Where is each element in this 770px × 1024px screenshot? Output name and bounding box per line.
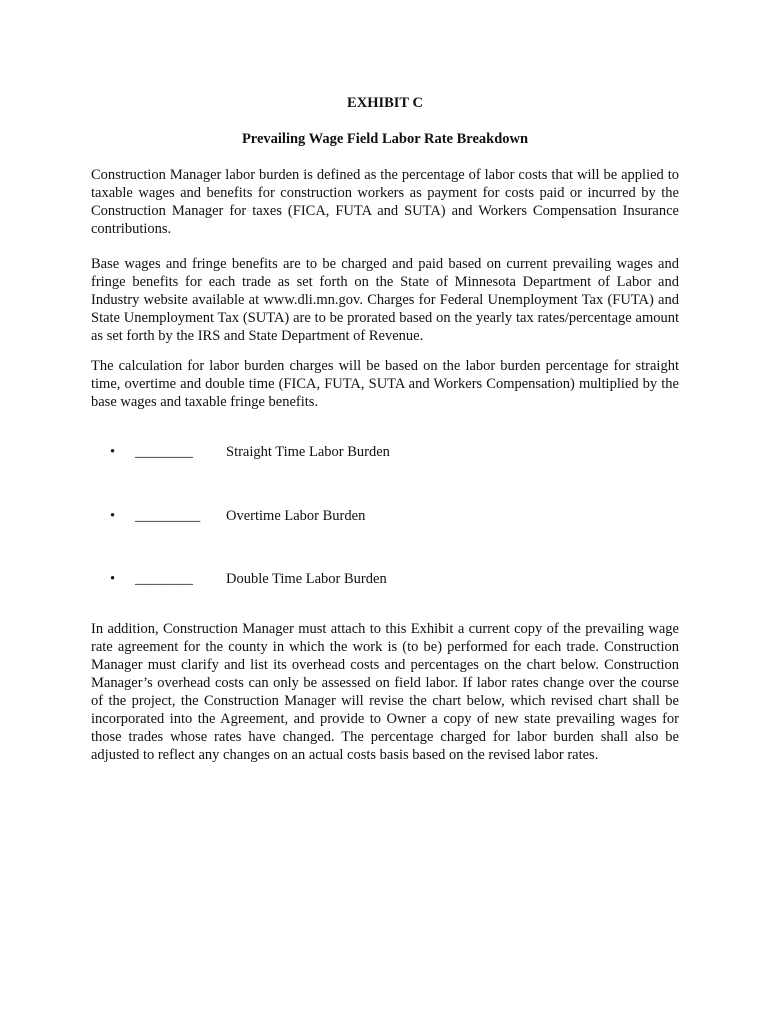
- fill-in-blank: ________: [135, 444, 193, 460]
- fill-in-blank: ________: [135, 571, 193, 587]
- fill-in-blank: _________: [135, 508, 201, 524]
- bullet-icon: •: [110, 571, 116, 587]
- bullet-label: Double Time Labor Burden: [226, 571, 387, 587]
- document-subtitle: Prevailing Wage Field Labor Rate Breakdown: [241, 131, 529, 147]
- bullet-icon: •: [110, 508, 116, 524]
- paragraph-calculation: The calculation for labor burden charges will be based on the labor burden percentage for straight time, overtime and double time (FICA, FUTA, SUTA and Workers Compensation) multiplied by the base wages and taxable fringe benefits.: [91, 358, 679, 410]
- bullet-icon: •: [110, 444, 116, 460]
- paragraph-labor-burden-definition: Construction Manager labor burden is defined as the percentage of labor costs that will be applied to taxable wages and benefits for construction workers as payment for costs paid or incurred by the Construction Manager for taxes (FICA, FUTA and SUTA) and Workers Compensation Insurance contributions.: [91, 167, 679, 237]
- paragraph-additional-requirements: In addition, Construction Manager must attach to this Exhibit a current copy of the prevailing wage rate agreement for the county in which the work is (to be) performed for each trade. Construction Manager must clarify and list its overhead costs and percentages on the chart below. Construction Manager’s overhead costs can only be assessed on field labor. If labor rates change over the course of the project, the Construction Manager will revise the chart below, which revised chart shall be incorporated into the Agreement, and provide to Owner a copy of new state prevailing wages for those trades whose rates have changed. The percentage charged for labor burden shall also be adjusted to reflect any changes on an actual costs basis based on the revised labor rates.: [91, 621, 679, 763]
- bullet-label: Straight Time Labor Burden: [226, 444, 390, 460]
- paragraph-base-wages: Base wages and fringe benefits are to be charged and paid based on current prevailing wages and fringe benefits for each trade as set forth on the State of Minnesota Department of Labor and Industry website available at www.dli.mn.gov. Charges for Federal Unemployment Tax (FUTA) and State Unemployment Tax (SUTA) are to be prorated based on the yearly tax rates/percentage amount as set forth by the IRS and State Department of Revenue.: [91, 256, 679, 344]
- exhibit-title: EXHIBIT C: [347, 95, 423, 111]
- bullet-label: Overtime Labor Burden: [226, 508, 366, 524]
